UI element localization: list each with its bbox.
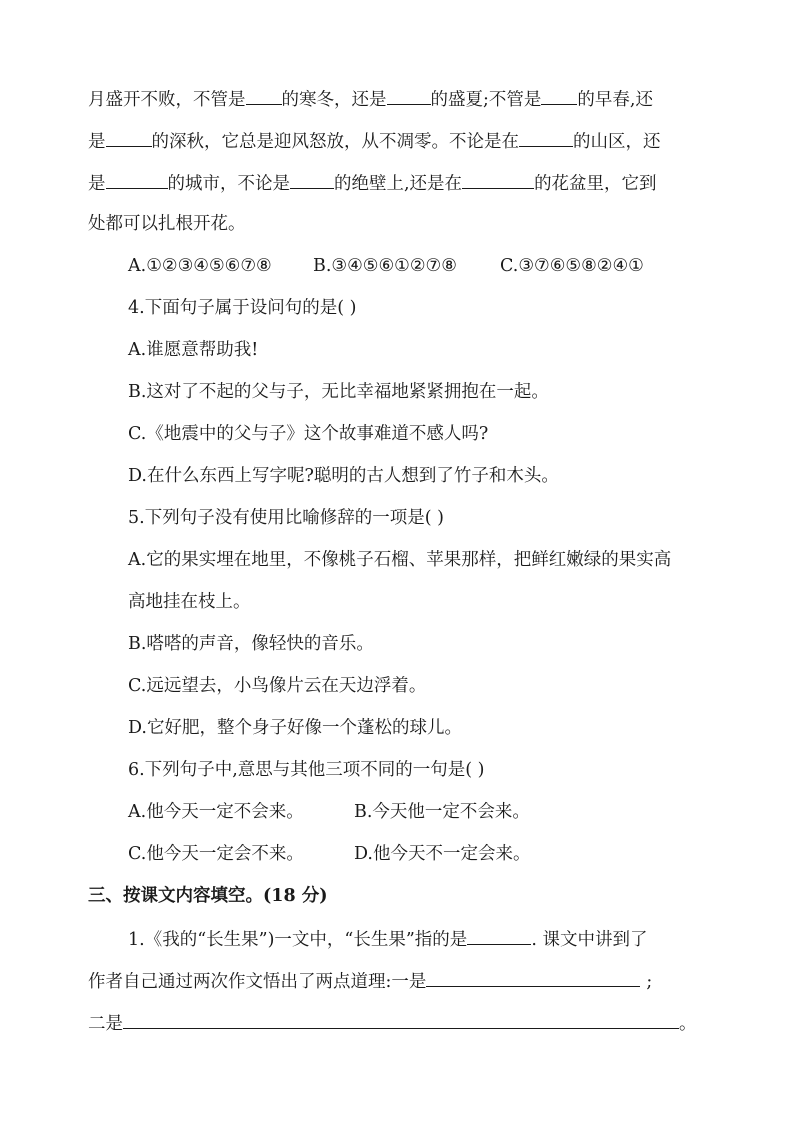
passage-text: 的深秋，它总是迎风怒放，从不凋零。不论是在	[151, 132, 519, 152]
q4-option-c[interactable]: C.《地震中的父与子》这个故事难道不感人吗?	[128, 424, 489, 444]
answer-blank[interactable]	[519, 128, 573, 147]
q3-option-b[interactable]: B.③④⑤⑥①②⑦⑧	[313, 256, 457, 276]
answer-blank[interactable]	[106, 128, 152, 147]
s3-q1-line-2	[88, 968, 652, 994]
q3-option-a[interactable]: A.①②③④⑤⑥⑦⑧	[128, 256, 272, 276]
q3-option-c[interactable]: C.③⑦⑥⑤⑧②④①	[500, 256, 644, 276]
q6-option-b[interactable]: B.今天他一定不会来。	[354, 802, 530, 822]
q4-option-d[interactable]: D.在什么东西上写字呢?聪明的古人想到了竹子和木头。	[128, 466, 559, 486]
answer-blank[interactable]	[290, 170, 334, 189]
q6-option-d[interactable]: D.他今天不一定会来。	[354, 844, 531, 864]
answer-blank[interactable]	[123, 1010, 679, 1029]
q6-stem: 6.下列句子中,意思与其他三项不同的一句是( )	[128, 760, 485, 780]
answer-blank[interactable]	[467, 926, 531, 945]
s3-q1-text: 作者自己通过两次作文悟出了两点道理:一是	[88, 972, 427, 992]
passage-line-4: 处都可以扎根开花。	[88, 214, 246, 234]
passage-text: 是	[88, 132, 106, 152]
s3-q1-line-3	[88, 1010, 697, 1036]
passage-text: 是	[88, 174, 106, 194]
answer-blank[interactable]	[106, 170, 168, 189]
answer-blank[interactable]	[541, 86, 577, 105]
passage-text: 的盛夏;不管是	[430, 90, 542, 110]
q6-option-a[interactable]: A.他今天一定不会来。	[128, 802, 304, 822]
passage-text: 的山区，还	[573, 132, 661, 152]
q5-option-b[interactable]: B.嗒嗒的声音，像轻快的音乐。	[128, 634, 374, 654]
q4-option-a[interactable]: A.谁愿意帮助我!	[128, 340, 259, 360]
passage-line-1	[88, 86, 653, 112]
q4-stem: 4.下面句子属于设问句的是( )	[128, 298, 357, 318]
passage-text: 的城市，不论是	[167, 174, 290, 194]
passage-text: 的早春,还	[577, 90, 653, 110]
passage-text: 的花盆里，它到	[534, 174, 657, 194]
passage-text: 的绝壁上,还是在	[334, 174, 463, 194]
s3-q1-line-1	[128, 926, 647, 952]
section-3-title: 三、按课文内容填空。(18 分)	[88, 886, 328, 906]
answer-blank[interactable]	[246, 86, 282, 105]
answer-blank[interactable]	[387, 86, 431, 105]
s3-q1-text: 。	[679, 1014, 697, 1034]
q5-option-a[interactable]: A.它的果实埋在地里，不像桃子石榴、苹果那样，把鲜红嫩绿的果实高	[128, 550, 672, 570]
answer-blank[interactable]	[462, 170, 534, 189]
s3-q1-text: . 课文中讲到了	[531, 930, 648, 950]
q5-option-c[interactable]: C.远远望去，小鸟像片云在天边浮着。	[128, 676, 427, 696]
q5-option-a-continued[interactable]: 高地挂在枝上。	[128, 592, 251, 612]
s3-q1-text: 1.《我的“长生果”)一文中，“长生果”指的是	[128, 930, 468, 950]
passage-line-2	[88, 128, 661, 154]
s3-q1-text: ;	[646, 972, 653, 992]
q5-stem: 5.下列句子没有使用比喻修辞的一项是( )	[128, 508, 444, 528]
s3-q1-text: 二是	[88, 1014, 123, 1034]
passage-line-3	[88, 170, 657, 196]
answer-blank[interactable]	[426, 968, 640, 987]
passage-text: 的寒冬，还是	[281, 90, 387, 110]
passage-text: 月盛开不败，不管是	[88, 90, 246, 110]
q6-option-c[interactable]: C.他今天一定会不来。	[128, 844, 304, 864]
q5-option-d[interactable]: D.它好肥，整个身子好像一个蓬松的球儿。	[128, 718, 462, 738]
q4-option-b[interactable]: B.这对了不起的父与子，无比幸福地紧紧拥抱在一起。	[128, 382, 549, 402]
